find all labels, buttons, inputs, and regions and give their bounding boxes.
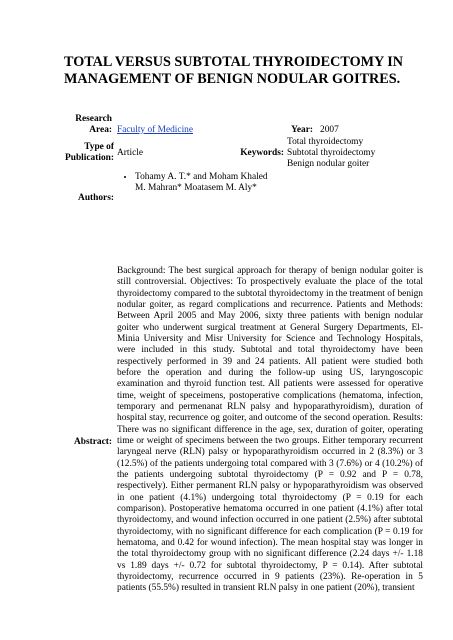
authors-label: Authors: xyxy=(78,193,114,203)
abstract-text: Background: The best surgical approach for therapy of benign nodular goiter is still controversial. Objectives: To prospectively evaluate the place of the total thyroidectomy compared to the subtotal thyroidectomy in the treatment of benign nodular goiter, as regard complications and recurrence. Patients and Methods: Between April 2005 and May 2006, sixty three patients with benign nodular goiter who underwent surgical treatment at General Surgery Departments, El-Minia University and Misr University for Science and Technology Hospitals, were included in this study. Subtotal and total thyroidectomy have been respectively performed in 39 and 24 patients. All patient were studied both before the operation and during the follow-up using US, laryngoscopic examination and thyroid function test. All patients were assessed for operative time, weight of speceimens, postoperative complications (hematoma, infection, temporary and permenanat RLN palsy and hypoparathyroidism), duration of hospital stay, recurrence og goiter, and outcome of the second operation. Results: There was no significant difference in the age, sex, duration of goiter, operating time or weight of specimens between the two groups. Either temporary recurrent laryngeal nerve (RLN) palsy or hypoparathyroidism occurred in 2 (8.3%) or 3 (12.5%) of the patients undergoing total compared with 3 (7.6%) or 4 (10.2%) of the patients undergoing subtotal thyroidectomy (P = 0.92 and P = 0.78, respectively). Either permanent RLN palsy or hypoparathyroidism was observed in one patient (4.1%) undergoing total thyroidectomy (P = 0.19 for each comparison). Postoperative hematoma occurred in one patient (4.1%) after total thyroidectomy, and wound infection occurred in one patient (2.5%) after subtotal thyroidectomy, with no significant difference for each complication (P = 0.19 for hematoma, and 0.42 for wound infection). The mean hospital stay was longer in the total thyroidectomy group with no significant difference (2.24 days +/- 1.18 vs 1.89 days +/- 0.72 for subtotal thyroidectomy, P = 0.14). After subtotal thyroidectomy, recurrence occurred in 9 patients (23%). Re-operation in 5 patients (55.5%) resulted in transient RLN palsy in one patient (20%), transient xyxy=(117,266,423,594)
author-item: • Tohamy A. T.* and Moham Khaled M. Mahran* Moatasem M. Aly* xyxy=(135,172,275,194)
year-label: Year: xyxy=(291,125,313,135)
keywords-list xyxy=(287,137,375,170)
type-of-publication-label: Type of Publication: xyxy=(65,142,114,163)
keywords-label: Keywords: xyxy=(240,148,284,158)
page-title: TOTAL VERSUS SUBTOTAL THYROIDECTOMY IN MANAGEMENT OF BENIGN NODULAR GOITRES. xyxy=(64,54,404,87)
authors-list xyxy=(117,172,275,194)
type-of-publication-value: Article xyxy=(117,148,144,158)
keyword-item: Total thyroidectomy xyxy=(287,137,364,147)
keyword-item: Benign nodular goiter xyxy=(287,159,370,169)
research-area-link[interactable]: Faculty of Medicine xyxy=(117,125,194,135)
research-area-label: Research Area: xyxy=(75,114,112,135)
keyword-item: Subtotal thyroidectomy xyxy=(287,148,376,158)
abstract-label: Abstract: xyxy=(73,437,112,447)
year-value: 2007 xyxy=(320,125,339,135)
